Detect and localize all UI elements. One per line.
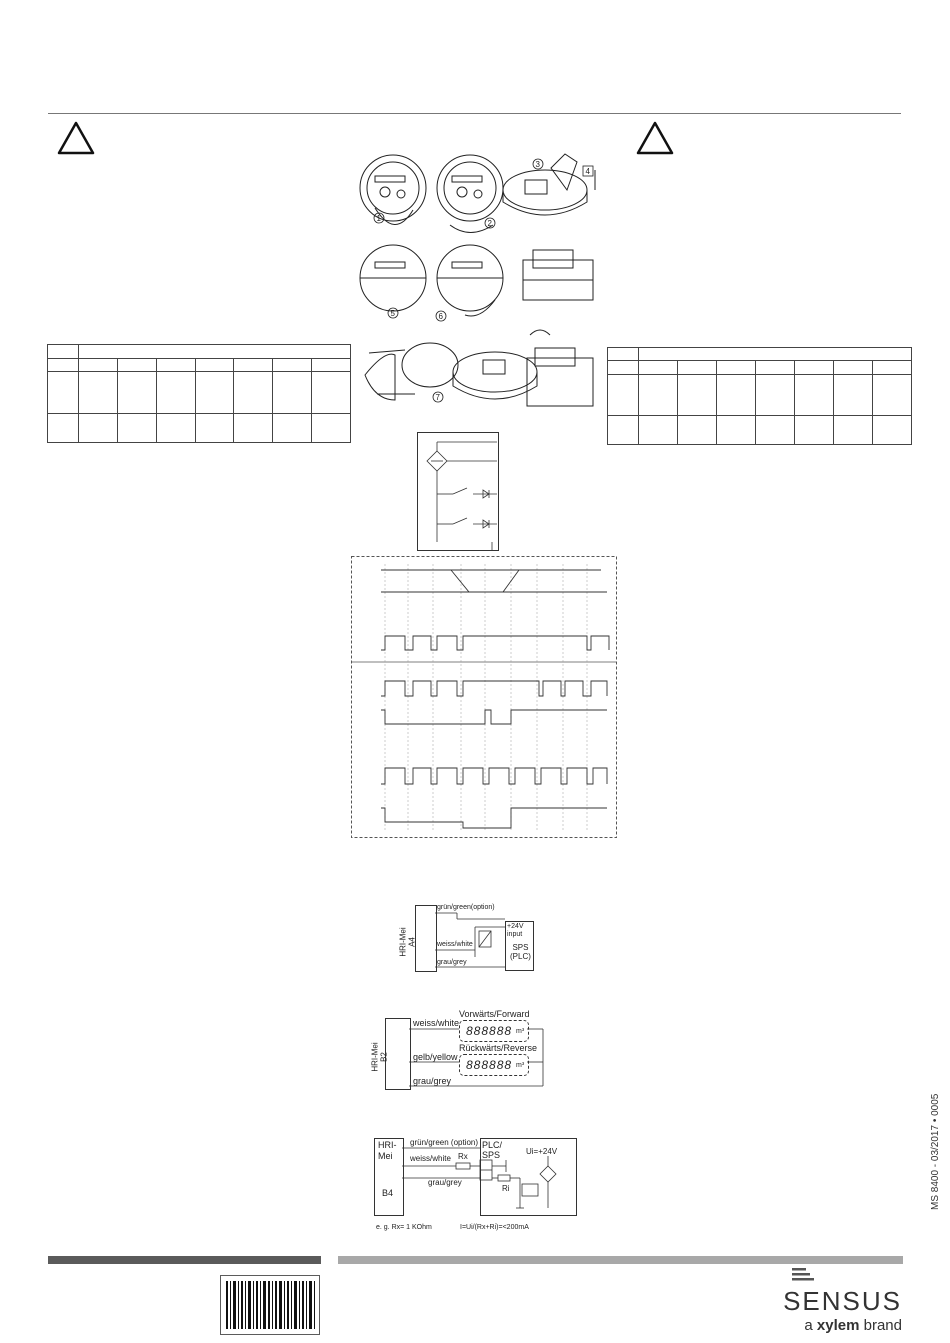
tagline-pre: a [804, 1317, 817, 1334]
device-label-bottom: B4 [382, 1188, 394, 1198]
device-label: HRI- Mei [378, 1140, 397, 1161]
wires [435, 905, 507, 971]
forward-label: Vorwärts/Forward [459, 1009, 530, 1019]
reverse-label: Rückwärts/Reverse [459, 1043, 538, 1053]
brand-tagline [804, 1317, 902, 1334]
spec-table-right [607, 347, 912, 445]
device-box [415, 905, 437, 972]
pulse-timing-diagram [351, 556, 617, 838]
rx-label: Rx [458, 1152, 468, 1161]
unit-label: m³ [516, 1062, 525, 1069]
plc-label: PLC/ SPS [482, 1140, 503, 1160]
wire-label-green: grün/green(option) [437, 904, 495, 911]
device-box [385, 1018, 411, 1090]
wire-label-grey: grau/grey [437, 959, 467, 966]
sensor-schematic [417, 432, 499, 552]
step-label: 2 [487, 219, 492, 228]
wiring-diagram-a4 [398, 904, 532, 971]
wiring-diagram-b4 [372, 1138, 577, 1238]
tagline-post: brand [859, 1317, 902, 1334]
spec-table-left [47, 344, 351, 443]
installation-illustration [355, 150, 605, 415]
warning-triangle-icon [56, 120, 96, 156]
ri-label: Ri [502, 1184, 510, 1193]
wire-label-grey: grau/grey [428, 1178, 462, 1187]
wire-label-white: weiss/white [413, 1018, 460, 1028]
wire-label-grey: grau/grey [413, 1076, 452, 1086]
barcode-icon [220, 1275, 320, 1335]
formula-label: I=Ui/(Rx+Ri)=<200mA [460, 1224, 529, 1231]
warning-triangle-icon [635, 120, 675, 156]
plc-input-label: +24V input [507, 923, 524, 938]
header-rule [48, 113, 901, 114]
step-label: 5 [390, 309, 395, 318]
step-label: 4 [585, 167, 590, 176]
footer-bar-left [48, 1256, 321, 1264]
device-label: HRI-Mei B2 [370, 1042, 389, 1072]
step-label: 3 [535, 160, 540, 169]
wire-label-white: weiss/white [410, 1154, 451, 1163]
counter-digits: 888888 [466, 1024, 513, 1038]
document-code: MS 8400 - 03/2017 • 0005 [930, 1093, 941, 1210]
tagline-brand: xylem [816, 1317, 860, 1334]
step-label: 6 [438, 312, 443, 321]
step-label: 1 [376, 214, 381, 223]
brand-name: SENSUS [783, 1286, 902, 1316]
device-label: HRI-Mei A4 [398, 927, 417, 957]
unit-label: m³ [516, 1028, 525, 1035]
wire-label-white: weiss/white [437, 941, 473, 948]
wire-label-yellow: gelb/yellow [413, 1052, 458, 1062]
step-label: 7 [435, 393, 440, 402]
plc-label: SPS (PLC) [510, 943, 531, 961]
counter-digits: 888888 [466, 1058, 513, 1072]
wire-label-green: grün/green (option) [410, 1138, 479, 1147]
wires [402, 1138, 577, 1218]
wiring-diagram-b2 [370, 1009, 545, 1090]
footer-bar-right [338, 1256, 903, 1264]
example-label: e. g. Rx= 1 KOhm [376, 1224, 432, 1231]
sensus-logo-icon [790, 1268, 820, 1284]
wires [409, 1010, 545, 1090]
ui-label: Ui=+24V [526, 1147, 558, 1156]
